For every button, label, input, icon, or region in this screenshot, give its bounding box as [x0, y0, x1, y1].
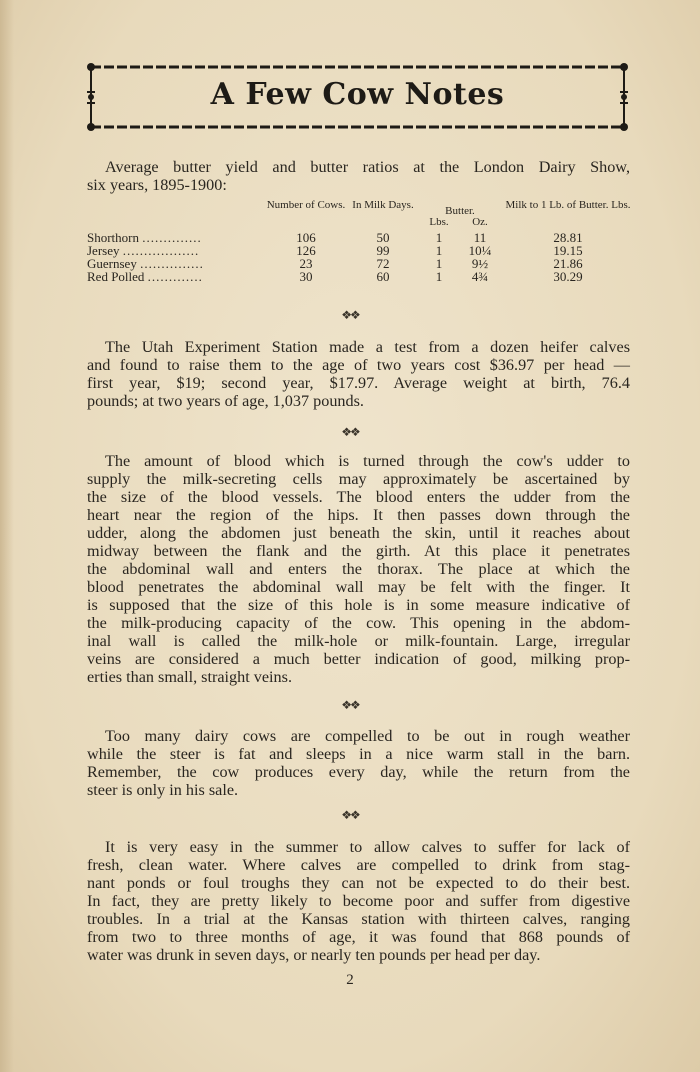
- paragraph-line: supply the milk-secreting cells may approximately be ascertained by: [87, 470, 630, 488]
- paragraph-line: Remember, the cow produces every day, while the return from the: [87, 763, 630, 781]
- ratio-value: 19.15: [553, 243, 583, 258]
- title-frame: [87, 62, 628, 132]
- cows-value: 23: [299, 256, 313, 271]
- paragraph-line: first year, $19; second year, $17.97. Average weight at birth, 76.4: [87, 374, 630, 392]
- paragraph-line: is supposed that the size of this hole is in some measure indicative of: [87, 596, 630, 614]
- breed-name: Shorthorn: [87, 230, 139, 245]
- header-ratio: Milk to 1 Lb. of Butter. Lbs.: [505, 199, 631, 211]
- header-lbs: Lbs.: [429, 216, 449, 228]
- section-ornament: ❖❖: [341, 698, 359, 712]
- paragraph-line: the size of the blood vessels. The blood enters the udder from the: [87, 488, 630, 506]
- lbs-value: 1: [435, 243, 443, 258]
- paragraph-line: pounds; at two years of age, 1,037 pounds.: [87, 392, 364, 410]
- days-value: 99: [376, 243, 390, 258]
- section-ornament: ❖❖: [341, 425, 359, 439]
- oz-value: 4¾: [471, 269, 489, 284]
- paragraph-water: [87, 838, 630, 964]
- ratio-value: 28.81: [553, 230, 583, 245]
- cows-value: 30: [299, 269, 313, 284]
- paragraph-steer: [87, 727, 630, 799]
- ratio-value: 30.29: [553, 269, 583, 284]
- paragraph-line: The amount of blood which is turned through the cow's udder to: [105, 452, 630, 470]
- lbs-value: 1: [435, 230, 443, 245]
- leader-dots: .............: [147, 269, 203, 284]
- leader-dots: ...............: [140, 256, 204, 271]
- oz-value: 9½: [471, 256, 489, 271]
- paragraph-line: while the steer is fat and sleeps in a nice warm stall in the barn.: [87, 745, 630, 763]
- section-ornament: ❖❖: [341, 308, 359, 322]
- page-title: A Few Cow Notes: [210, 77, 505, 112]
- paragraph-line: heart near the region of the hips. It then passes down through the: [87, 506, 630, 524]
- paragraph-line: from two to three months of age, it was found that 868 pounds of: [87, 928, 630, 946]
- paragraph-line: In fact, they are pretty likely to become poor and suffer from digestive: [87, 892, 630, 910]
- ratio-value: 21.86: [553, 256, 583, 271]
- paragraph-line: nant ponds or foul troughs they can not be expected to do their best.: [87, 874, 630, 892]
- paragraph-line: The Utah Experiment Station made a test from a dozen heifer calves: [105, 338, 630, 356]
- paragraph-line: Average butter yield and butter ratios at the London Dairy Show,: [105, 158, 630, 176]
- days-value: 72: [376, 256, 390, 271]
- breed-name: Guernsey: [87, 256, 137, 271]
- paragraph-line: and found to raise them to the age of two years cost $36.97 per head —: [87, 356, 630, 374]
- paragraph-utah: [87, 338, 630, 410]
- paragraph-line: It is very easy in the summer to allow calves to suffer for lack of: [105, 838, 630, 856]
- paragraph-line: steer is only in his sale.: [87, 781, 239, 799]
- breed-name: Red Polled: [87, 269, 145, 284]
- header-cows: Number of Cows.: [266, 199, 346, 211]
- header-butter: Butter.: [445, 205, 475, 217]
- section-ornament: ❖❖: [341, 808, 359, 822]
- header-days: In Milk Days.: [352, 199, 414, 211]
- paragraph-line: veins are considered a much better indication of good, milking prop-: [87, 650, 630, 668]
- paragraph-line: the milk-producing capacity of the cow. This opening in the abdom-: [87, 614, 630, 632]
- paragraph-line: six years, 1895-1900:: [87, 176, 227, 194]
- paragraph-line: udder, along the abdomen just beneath the skin, until it reaches about: [87, 524, 630, 542]
- cows-value: 126: [296, 243, 316, 258]
- paragraph-line: fresh, clean water. Where calves are compelled to drink from stag-: [87, 856, 630, 874]
- lbs-value: 1: [435, 256, 443, 271]
- page-number: 2: [346, 972, 354, 988]
- oz-value: 11: [473, 230, 487, 245]
- paragraph-udder: [87, 452, 630, 686]
- days-value: 50: [376, 230, 390, 245]
- days-value: 60: [376, 269, 390, 284]
- paragraph-line: water was drunk in seven days, or nearly ten pounds per head per day.: [87, 946, 541, 964]
- leader-dots: ..............: [142, 230, 202, 245]
- paragraph-line: inal wall is called the milk-hole or milk-fountain. Large, irregular: [87, 632, 630, 650]
- lbs-value: 1: [435, 269, 443, 284]
- breed-name: Jersey: [87, 243, 120, 258]
- leader-dots: ..................: [122, 243, 200, 258]
- oz-value: 10¼: [468, 243, 492, 258]
- dairy-show-table: [87, 200, 635, 283]
- header-oz: Oz.: [472, 216, 488, 228]
- intro-paragraph: [87, 158, 630, 194]
- cows-value: 106: [296, 230, 316, 245]
- paragraph-line: midway between the flank and the girth. At this place it penetrates: [87, 542, 630, 560]
- table-row: [87, 270, 635, 283]
- paragraph-line: troubles. In a trial at the Kansas station with thirteen calves, ranging: [87, 910, 630, 928]
- paragraph-line: Too many dairy cows are compelled to be out in rough weather: [105, 727, 630, 745]
- paragraph-line: erties than small, straight veins.: [87, 668, 292, 686]
- paragraph-line: the abdominal wall and enters the thorax. The place at which the: [87, 560, 630, 578]
- paragraph-line: blood penetrates the abdominal wall may be felt with the finger. It: [87, 578, 630, 596]
